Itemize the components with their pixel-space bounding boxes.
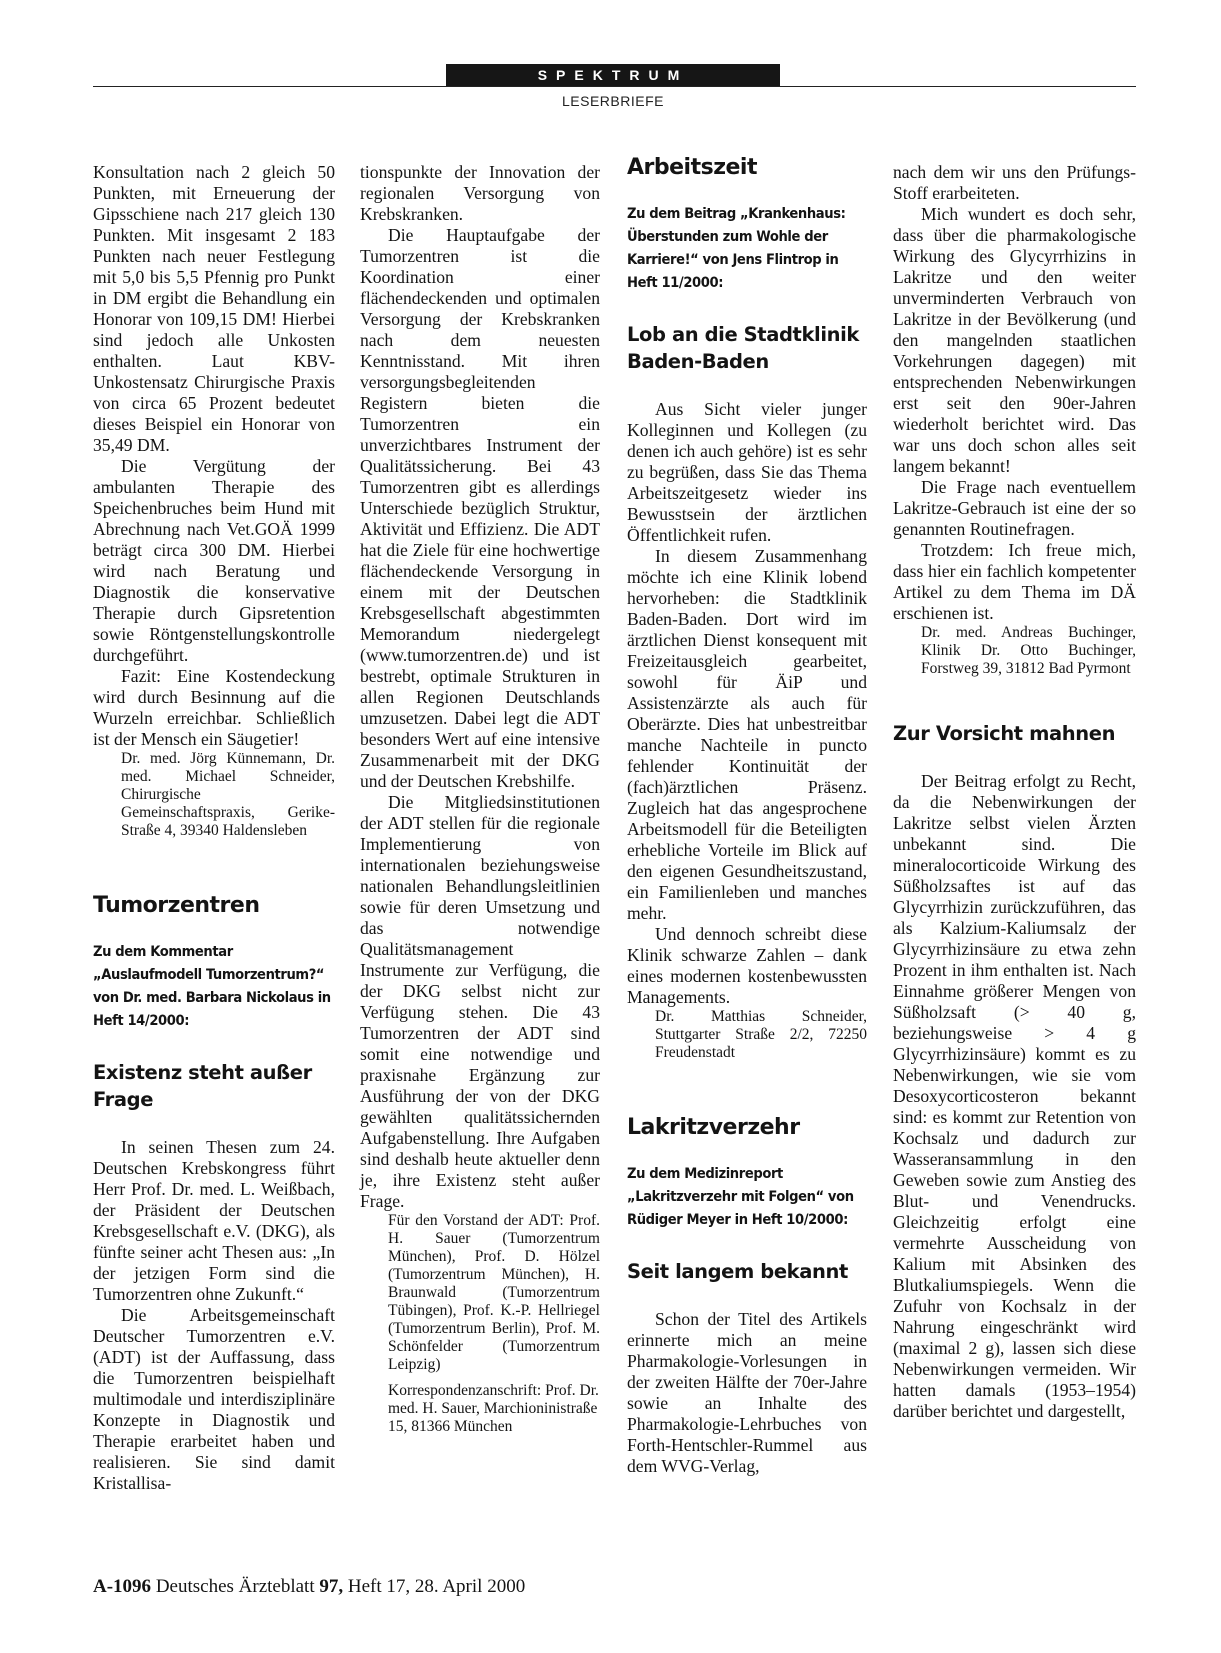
article-reference: Zu dem Beitrag „Krankenhaus: Überstunden zum Wohle der Karriere!“ von Jens Flintrop in Heft 11/2000:	[627, 205, 846, 291]
paragraph: Die Vergütung der ambulanten Therapie des Speichenbruches beim Hund mit Abrechnung nach Vet.GOÄ 1999 beträgt circa 300 DM. Hierbei wird nach Beratung und Diagnostik die konservative Therapie durch Gipsretention sowie Röntgenstellungskontrolle durchgeführt.	[93, 456, 335, 665]
topic-title: Arbeitszeit	[627, 155, 757, 180]
paragraph: nach dem wir uns den Prüfungs-Stoff erarbeiteten.	[893, 162, 1136, 203]
page-number: A-1096	[93, 1576, 152, 1597]
correspondence-address: Korrespondenzanschrift: Prof. Dr. med. H. Sauer, Marchioninistraße 15, 81366 München	[388, 1382, 599, 1435]
paragraph: Die Frage nach eventuellem Lakritze-Gebrauch ist eine der so genannten Routinefragen.	[893, 477, 1136, 539]
paragraph: tionspunkte der Innovation der regionalen Versorgung von Krebskranken.	[360, 162, 600, 224]
page-footer	[93, 1576, 525, 1598]
column-4	[893, 162, 1136, 1422]
paragraph: Konsultation nach 2 gleich 50 Punkten, mit Erneuerung der Gipsschiene nach 217 gleich 130 Punkten. Mit insgesamt 2 183 Punkten nach neuer Festlegung mit 5,0 bis 5,5 Pfennig pro Punkt in DM ergibt die Behandlung ein Honorar von 109,15 DM! Hierbei sind jedoch alle Unkosten enthalten. Laut KBV-Unkostensatz Chirurgische Praxis von circa 65 Prozent bedeutet dieses Beispiel ein Honorar von 35,49 DM.	[93, 162, 335, 455]
topic-title: Lakritzverzehr	[627, 1115, 800, 1140]
column-3	[627, 155, 867, 1477]
header-rule	[93, 86, 1136, 87]
letter-heading: Zur Vorsicht mahnen	[893, 722, 1116, 745]
paragraph: Die Hauptaufgabe der Tumorzentren ist die Koordination einer flächendeckenden und optimalen Versorgung der Krebskranken nach dem neuesten Kenntnisstand. Mit ihren versorgungsbegleitenden Registern bieten die Tumorzentren ein unverzichtbares Instrument der Qualitätssicherung. Bei 43 Tumorzentren gibt es allerdings Unterschiede bezüglich Struktur, Aktivität und Effizienz. Die ADT hat die Ziele für eine hochwertige flächendeckende Versorgung in einem mit der Deutschen Krebsgesellschaft abgestimmten Memorandum niedergelegt (www.tumorzentren.de) und ist bestrebt, optimale Strukturen in allen Regionen Deutschlands umzusetzen. Dabei legt die ADT besonders Wert auf eine intensive Zusammenarbeit mit der DKG und der Deutschen Krebshilfe.	[360, 225, 600, 791]
column-2	[360, 162, 600, 1436]
letter-heading: Lob an die Stadtklinik Baden-Baden	[627, 323, 859, 373]
article-reference: Zu dem Medizinreport „Lakritzverzehr mit Folgen“ von Rüdiger Meyer in Heft 10/2000:	[627, 1165, 854, 1228]
paragraph: Und dennoch schreibt diese Klinik schwarze Zahlen – dank eines modernen kostenbewussten Managements.	[627, 924, 867, 1007]
issue-info: Heft 17, 28. April 2000	[347, 1576, 526, 1597]
paragraph: In diesem Zusammenhang möchte ich eine Klinik lobend hervorheben: die Stadtklinik Baden-Baden. Dort wird im ärztlichen Dienst konsequent mit Freizeitausgleich gearbeitet, sowohl für ÄiP und Assistenzärzte als auch für Oberärzte. Dies hat unbestreitbar manche Nachteile in puncto fehlender Kontinuität der (fach)ärztlichen Präsenz. Zugleich hat das angesprochene Arbeitsmodell für die Beteiligten erhebliche Vorteile im Blick auf den eigenen Gesundheitszustand, ein Familienleben und manches mehr.	[627, 546, 867, 923]
paragraph: Schon der Titel des Artikels erinnerte mich an meine Pharmakologie-Vorlesungen in der zweiten Hälfte der 70er-Jahre sowie an Inhalte des Pharmakologie-Lehrbuches von Forth-Hentschler-Rummel aus dem WVG-Verlag,	[627, 1309, 867, 1476]
paragraph: Aus Sicht vieler junger Kolleginnen und Kollegen (zu denen ich auch gehöre) ist es sehr zu begrüßen, dass Sie das Thema Arbeitszeitgesetz wieder ins Bewusstsein der ärztlichen Öffentlichkeit rufen.	[627, 399, 867, 545]
paragraph: Fazit: Eine Kostendeckung wird durch Besinnung auf die Wurzeln erreichbar. Schließlich ist der Mensch ein Säugetier!	[93, 666, 335, 749]
topic-title: Tumorzentren	[93, 893, 260, 918]
paragraph: In seinen Thesen zum 24. Deutschen Krebskongress führt Herr Prof. Dr. med. L. Weißbach, der Präsident der Deutschen Krebsgesellschaft e.V. (DKG), als fünfte seiner acht Thesen aus: „In der jetzigen Form sind die Tumorzentren ohne Zukunft.“	[93, 1137, 335, 1304]
article-reference: Zu dem Kommentar „Auslaufmodell Tumorzentrum?“ von Dr. med. Barbara Nickolaus in Heft 14/2000:	[93, 943, 331, 1029]
signature: Dr. med. Jörg Künnemann, Dr. med. Michael Schneider, Chirurgische Gemeinschaftspraxis, Gerike-Straße 4, 39340 Haldensleben	[121, 750, 335, 839]
paragraph: Die Mitgliedsinstitutionen der ADT stellen für die regionale Implementierung von internationalen beziehungsweise nationalen Behandlungsleitlinien sowie für deren Umsetzung und das notwendige Qualitätsmanagement Instrumente zur Verfügung, die der DKG selbst nicht zur Verfügung stehen. Die 43 Tumorzentren der ADT sind somit eine notwendige und praxisnahe Ergänzung zur Ausführung der von der DKG gewählten qualitätssichernden Aufgabenstellung. Ihre Aufgaben sind deshalb heute aktueller denn je, ihre Existenz steht außer Frage.	[360, 792, 600, 1211]
journal-name: Deutsches Ärzteblatt	[155, 1576, 315, 1597]
paragraph: Die Arbeitsgemeinschaft Deutscher Tumorzentren e.V. (ADT) ist der Auffassung, dass die Tumorzentren beispielhaft multimodale und interdisziplinäre Konzepte in Diagnostik und Therapie erarbeitet haben und realisieren. Sie sind damit Kristallisa-	[93, 1305, 335, 1493]
signature: Dr. med. Andreas Buchinger, Klinik Dr. Otto Buchinger, Forstweg 39, 31812 Bad Pyrmont	[921, 624, 1136, 677]
letter-heading: Seit langem bekannt	[627, 1260, 848, 1283]
column-1	[93, 162, 335, 1494]
signature: Dr. Matthias Schneider, Stuttgarter Straße 2/2, 72250 Freudenstadt	[655, 1008, 867, 1061]
section-subtitle: LESERBRIEFE	[562, 93, 664, 109]
paragraph: Mich wundert es doch sehr, dass über die pharmakologische Wirkung des Glycyrrhizins in Lakritze und den weiter unverminderten Verbrauch von Lakritze in der Bevölkerung (und den mangelnden staatlichen Vorkehrungen dagegen) mit entsprechenden Nebenwirkungen erst seit den 90er-Jahren wiederholt berichtet wird. Das war uns doch schon alles seit langem bekannt!	[893, 204, 1136, 476]
volume-number: 97,	[319, 1576, 344, 1597]
paragraph: Trotzdem: Ich freue mich, dass hier ein fachlich kompetenter Artikel zu dem Thema im DÄ erschienen ist.	[893, 540, 1136, 623]
section-banner: SPEKTRUM	[446, 64, 780, 86]
paragraph: Der Beitrag erfolgt zu Recht, da die Nebenwirkungen der Lakritze selbst vielen Ärzten unbekannt sind. Die mineralocorticoide Wirkung des Süßholzsaftes ist auf das Glycyrrhizin zurückzuführen, das als Kalzium-Kaliumsalz der Glycyrrhizinsäure zu etwa zehn Prozent in ihm enthalten ist. Nach Einnahme größerer Mengen von Süßholzsaft (> 40 g, beziehungsweise > 4 g Glycyrrhizinsäure) kommt es zu Nebenwirkungen, wie sie vom Desoxycorticosteron bekannt sind: es kommt zur Retention von Kochsalz und dadurch zur Wasseransammlung in den Geweben sowie zum Anstieg des Blut- und Venendrucks. Gleichzeitig erfolgt eine vermehrte Ausscheidung von Kalium mit Absinken des Blutkaliumspiegels. Wenn die Zufuhr von Kochsalz in der Nahrung eingeschränkt wird (maximal 2 g), lassen sich diese Nebenwirkungen vermeiden. Wir hatten damals (1953–1954) darüber berichtet und dargestellt,	[893, 771, 1136, 1421]
signature: Für den Vorstand der ADT: Prof. H. Sauer (Tumorzentrum München), Prof. D. Hölzel (Tumorzentrum München), H. Braunwald (Tumorzentrum Tübingen), Prof. K.-P. Hellriegel (Tumorzentrum Berlin), Prof. M. Schönfelder (Tumorzentrum Leipzig)	[388, 1212, 600, 1373]
letter-heading: Existenz steht außer Frage	[93, 1061, 312, 1111]
